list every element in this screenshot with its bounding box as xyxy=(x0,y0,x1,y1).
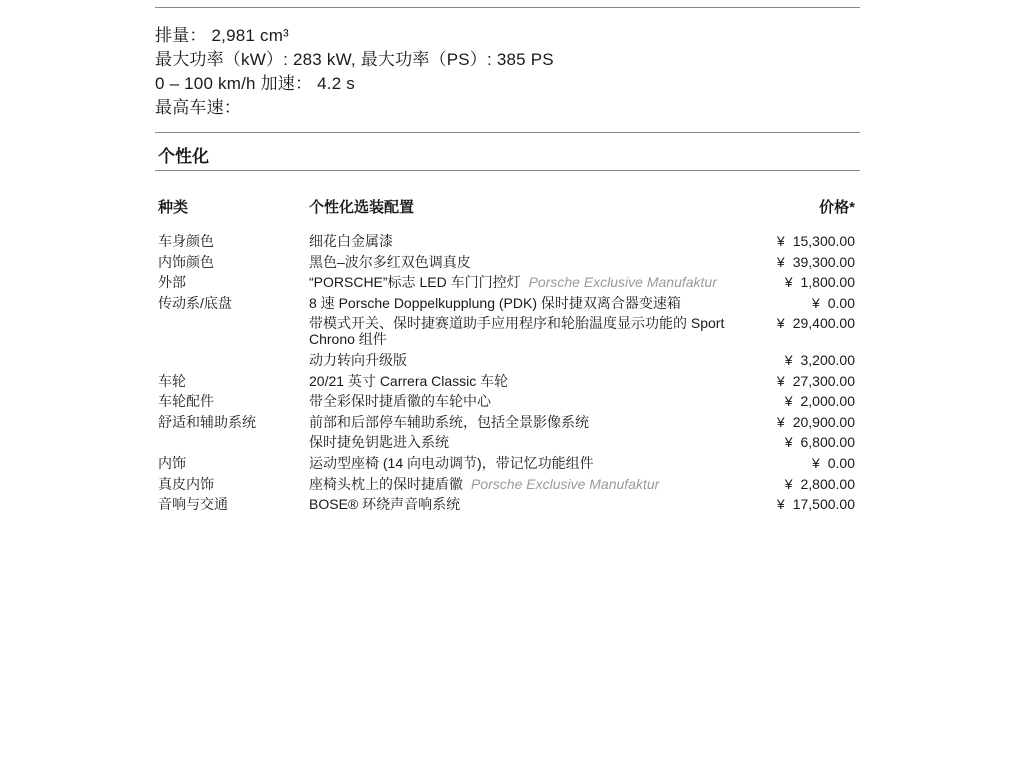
price-amount: 2,000.00 xyxy=(800,393,855,410)
section-divider-bottom xyxy=(155,170,860,171)
currency-symbol: ¥ xyxy=(776,496,785,513)
header-category: 种类 xyxy=(158,199,189,216)
top-divider xyxy=(155,7,860,8)
price-amount: 1,800.00 xyxy=(800,274,855,291)
price-amount: 15,300.00 xyxy=(792,233,855,249)
row-option xyxy=(309,393,739,409)
row-category: 车轮配件 xyxy=(158,393,214,410)
table-row xyxy=(155,371,860,392)
row-option-text: 座椅头枕上的保时捷盾徽 xyxy=(309,475,463,492)
row-price xyxy=(739,455,860,471)
price-amount: 39,300.00 xyxy=(792,253,855,270)
row-option xyxy=(309,434,739,450)
row-category xyxy=(155,315,309,347)
table-row xyxy=(155,231,860,252)
table-row xyxy=(155,272,860,293)
row-option-text: “PORSCHE”标志 LED 车门门控灯 xyxy=(309,274,521,291)
row-option-text: 前部和后部停车辅助系统，包括全景影像系统 xyxy=(309,413,589,430)
row-option xyxy=(309,496,739,512)
section-divider-top xyxy=(155,132,860,133)
spec-top-speed: 最高车速： xyxy=(155,98,241,117)
row-option-note: Porsche Exclusive Manufaktur xyxy=(528,274,717,291)
currency-symbol: ¥ xyxy=(784,434,793,451)
row-price xyxy=(739,414,860,430)
currency-symbol: ¥ xyxy=(776,413,785,430)
row-option-text: 保时捷免钥匙进入系统 xyxy=(309,434,449,451)
price-amount: 27,300.00 xyxy=(792,372,855,389)
currency-symbol: ¥ xyxy=(784,274,793,291)
currency-symbol: ¥ xyxy=(784,351,793,368)
row-price xyxy=(739,274,860,290)
row-option xyxy=(309,455,739,471)
row-category: 真皮内饰 xyxy=(158,475,214,492)
row-option-text: 8 速 Porsche Doppelkupplung (PDK) 保时捷双离合器变速箱 xyxy=(309,294,681,311)
table-row xyxy=(155,412,860,433)
currency-symbol: ¥ xyxy=(811,454,820,471)
table-row xyxy=(155,293,860,314)
price-amount: 3,200.00 xyxy=(800,351,855,368)
table-row xyxy=(155,391,860,412)
row-price xyxy=(739,476,860,492)
price-amount: 20,900.00 xyxy=(792,413,855,430)
section-title: 个性化 xyxy=(158,147,209,166)
row-option xyxy=(309,233,739,249)
row-category: 外部 xyxy=(158,274,186,291)
row-option xyxy=(309,373,739,389)
price-amount: 0.00 xyxy=(827,454,855,471)
price-amount: 2,800.00 xyxy=(800,475,855,492)
row-price xyxy=(739,254,860,270)
currency-symbol: ¥ xyxy=(811,294,820,311)
currency-symbol: ¥ xyxy=(776,233,785,249)
table-row xyxy=(155,432,860,453)
row-option-text: 带全彩保时捷盾徽的车轮中心 xyxy=(309,393,491,410)
currency-symbol: ¥ xyxy=(776,253,785,270)
row-price xyxy=(739,434,860,450)
row-option-text: 运动型座椅 (14 向电动调节)，带记忆功能组件 xyxy=(309,454,594,471)
row-category: 车轮 xyxy=(158,372,186,389)
row-option xyxy=(309,414,739,430)
spec-displacement: 排量： 2,981 cm³ xyxy=(155,26,289,45)
row-option-text: BOSE® 环绕声音响系统 xyxy=(309,496,461,513)
row-option-text: 动力转向升级版 xyxy=(309,351,407,368)
row-option-text: 黑色–波尔多红双色调真皮 xyxy=(309,253,471,270)
row-option xyxy=(309,254,739,270)
options-table xyxy=(155,231,860,515)
table-row xyxy=(155,350,860,371)
currency-symbol: ¥ xyxy=(776,315,785,332)
row-price xyxy=(739,496,860,512)
table-row xyxy=(155,474,860,495)
row-category: 音响与交通 xyxy=(158,496,228,513)
row-option-note: Porsche Exclusive Manufaktur xyxy=(471,475,660,492)
table-row xyxy=(155,252,860,273)
row-price xyxy=(739,393,860,409)
spec-power: 最大功率（kW）: 283 kW, 最大功率（PS）: 385 PS xyxy=(155,50,554,69)
currency-symbol: ¥ xyxy=(784,475,793,492)
row-price xyxy=(739,315,860,347)
row-price xyxy=(739,233,860,249)
price-amount: 0.00 xyxy=(827,294,855,311)
row-option-text: 细花白金属漆 xyxy=(309,233,393,249)
row-option xyxy=(309,476,739,492)
row-price xyxy=(739,373,860,389)
row-option-text: 带模式开关、保时捷赛道助手应用程序和轮胎温度显示功能的 Sport Chrono 组件 xyxy=(309,315,725,348)
table-row xyxy=(155,453,860,474)
row-option xyxy=(309,352,739,368)
price-amount: 29,400.00 xyxy=(792,315,855,332)
row-category: 内饰 xyxy=(158,454,186,471)
row-price xyxy=(739,295,860,311)
row-option xyxy=(309,315,739,347)
row-category xyxy=(155,434,309,450)
currency-symbol: ¥ xyxy=(784,393,793,410)
table-row xyxy=(155,494,860,515)
price-amount: 17,500.00 xyxy=(792,496,855,513)
row-option-text: 20/21 英寸 Carrera Classic 车轮 xyxy=(309,372,509,389)
row-option xyxy=(309,295,739,311)
header-option: 个性化选装配置 xyxy=(309,199,415,216)
row-category: 传动系/底盘 xyxy=(158,294,232,311)
header-price: 价格* xyxy=(819,199,855,216)
table-row xyxy=(155,313,860,350)
currency-symbol: ¥ xyxy=(776,372,785,389)
row-category: 车身颜色 xyxy=(158,233,214,249)
row-category: 内饰颜色 xyxy=(158,253,214,270)
row-price xyxy=(739,352,860,368)
price-amount: 6,800.00 xyxy=(800,434,855,451)
row-option xyxy=(309,274,739,290)
row-category xyxy=(155,352,309,368)
row-category: 舒适和辅助系统 xyxy=(158,413,256,430)
spec-acceleration: 0 – 100 km/h 加速： 4.2 s xyxy=(155,74,355,93)
